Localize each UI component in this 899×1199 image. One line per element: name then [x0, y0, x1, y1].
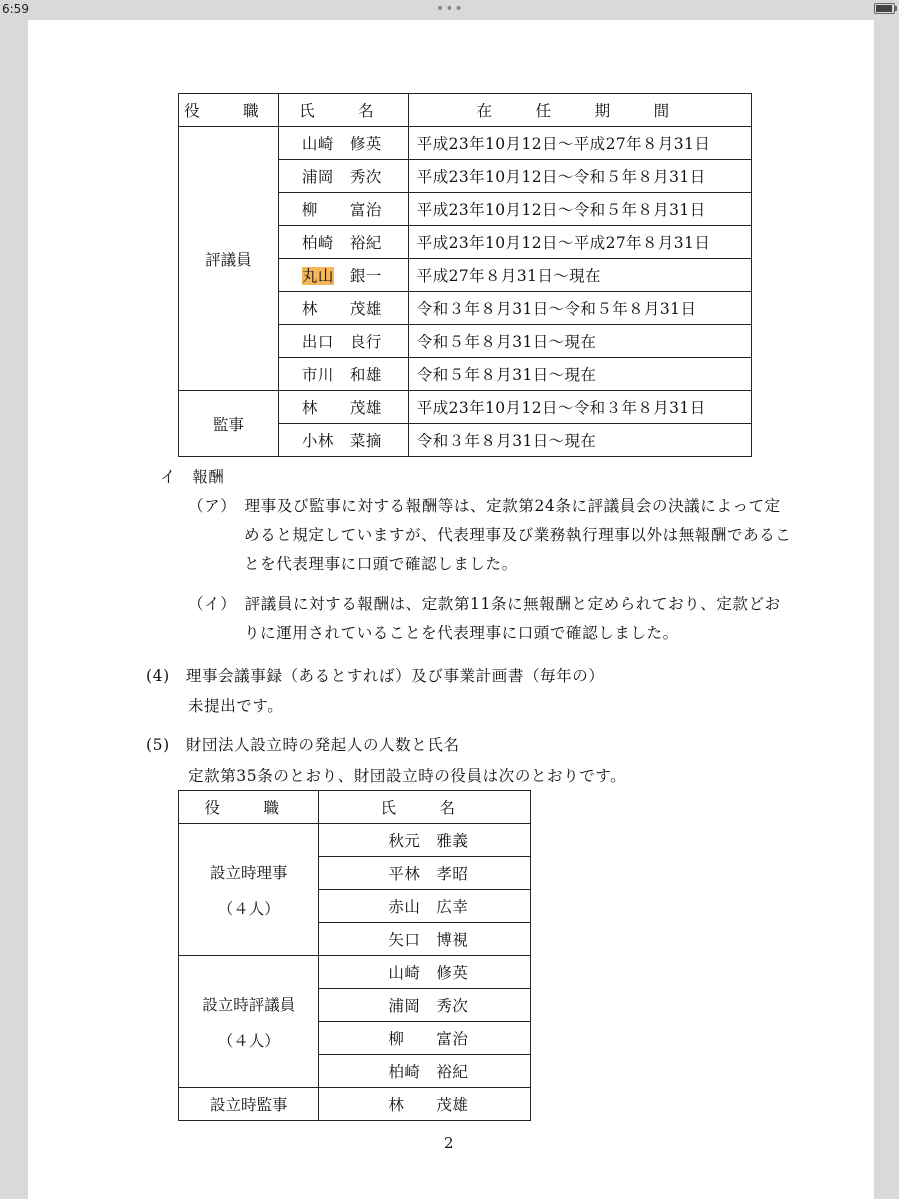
paragraph-line: りに運用されていることを代表理事に口頭で確認しました。: [244, 624, 679, 642]
section-heading: (4) 理事会議事録（あるとすれば）及び事業計画書（毎年の）: [146, 667, 605, 685]
header-role: 役 職: [179, 94, 279, 127]
document-page: [28, 20, 874, 1199]
role-cell: 監事: [179, 391, 279, 457]
table-row: [179, 127, 752, 160]
table-row: [179, 391, 752, 424]
role-cell: 評議員: [179, 127, 279, 391]
term-cell: 令和３年８月31日～現在: [408, 424, 751, 457]
paragraph-line: とを代表理事に口頭で確認しました。: [244, 555, 518, 573]
name-cell: 出口 良行: [278, 325, 408, 358]
name-cell: 柏崎 裕紀: [278, 226, 408, 259]
paragraph-line: 定款第35条のとおり、財団設立時の役員は次のとおりです。: [188, 767, 627, 785]
term-cell: 平成23年10月12日～令和５年８月31日: [408, 160, 751, 193]
table-row: [179, 956, 531, 989]
paragraph-line: めると規定していますが、代表理事及び業務執行理事以外は無報酬であるこ: [244, 526, 792, 544]
multitasking-dots-icon[interactable]: •••: [436, 1, 464, 17]
status-bar: [0, 0, 899, 22]
clock: 6:59: [2, 2, 29, 16]
highlighted-text: 丸山: [301, 267, 334, 285]
role-count: （４人）: [217, 899, 280, 918]
name-cell: 柳 富治: [319, 1022, 531, 1055]
battery-icon: [874, 3, 895, 14]
term-cell: 平成23年10月12日～平成27年８月31日: [408, 226, 751, 259]
role-count: （４人）: [217, 1031, 280, 1050]
officer-term-table: [178, 93, 752, 457]
name-cell: 小林 菜摘: [278, 424, 408, 457]
name-cell: 林 茂雄: [319, 1088, 531, 1121]
section-heading: イ 報酬: [160, 468, 225, 486]
header-name: 氏 名: [278, 94, 408, 127]
paragraph-line: （ア） 理事及び監事に対する報酬等は、定款第24条に評議員会の決議によって定: [188, 497, 781, 515]
term-cell: 平成23年10月12日～令和３年８月31日: [408, 391, 751, 424]
term-cell: 平成27年８月31日～現在: [408, 259, 751, 292]
role-label: 設立時理事: [209, 863, 288, 882]
paragraph-line: 未提出です。: [188, 697, 284, 715]
section-heading: (5) 財団法人設立時の発起人の人数と氏名: [146, 736, 460, 754]
page-number: 2: [444, 1134, 454, 1152]
name-cell: 山崎 修英: [319, 956, 531, 989]
table-header-row: [179, 791, 531, 824]
term-cell: 令和５年８月31日～現在: [408, 358, 751, 391]
table-row: [179, 824, 531, 857]
name-cell: 浦岡 秀次: [278, 160, 408, 193]
header-role: 役 職: [179, 791, 319, 824]
name-cell: 林 茂雄: [278, 391, 408, 424]
table-row: [179, 1088, 531, 1121]
header-name: 氏 名: [319, 791, 531, 824]
name-cell: 赤山 広幸: [319, 890, 531, 923]
paragraph-line: （イ） 評議員に対する報酬は、定款第11条に無報酬と定められており、定款どお: [188, 595, 781, 613]
name-cell: 柏崎 裕紀: [319, 1055, 531, 1088]
role-label: 設立時評議員: [202, 995, 296, 1014]
name-cell: 林 茂雄: [278, 292, 408, 325]
name-cell: 平林 孝昭: [319, 857, 531, 890]
role-cell: [179, 824, 319, 956]
name-cell: 市川 和雄: [278, 358, 408, 391]
table-header-row: [179, 94, 752, 127]
term-cell: 令和５年８月31日～現在: [408, 325, 751, 358]
term-cell: 令和３年８月31日～令和５年８月31日: [408, 292, 751, 325]
name-cell: [278, 259, 408, 292]
founding-officers-table: [178, 790, 531, 1121]
name-cell: 浦岡 秀次: [319, 989, 531, 1022]
term-cell: 平成23年10月12日～令和５年８月31日: [408, 193, 751, 226]
header-term: 在 任 期 間: [408, 94, 751, 127]
name-cell: 山崎 修英: [278, 127, 408, 160]
name-cell: 柳 富治: [278, 193, 408, 226]
role-cell: [179, 956, 319, 1088]
name-rest: 銀一: [333, 267, 382, 285]
name-cell: 秋元 雅義: [319, 824, 531, 857]
role-cell: 設立時監事: [179, 1088, 319, 1121]
term-cell: 平成23年10月12日～平成27年８月31日: [408, 127, 751, 160]
name-cell: 矢口 博視: [319, 923, 531, 956]
